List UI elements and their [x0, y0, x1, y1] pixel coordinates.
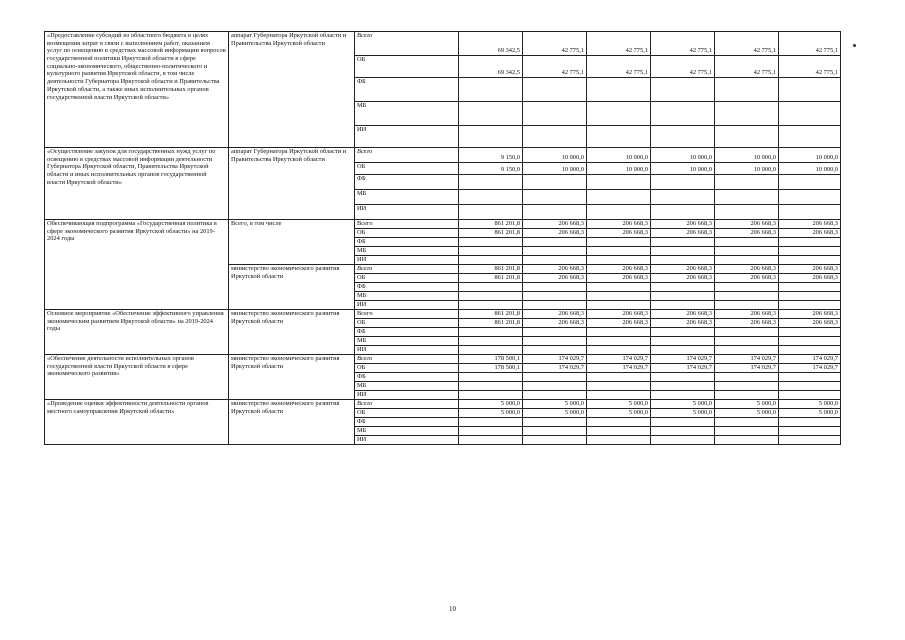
value-cell: 174 029,7: [523, 355, 587, 364]
value-cell: 206 668,3: [779, 220, 841, 229]
value-cell: 206 668,3: [715, 220, 779, 229]
value-cell: 206 668,3: [523, 229, 587, 238]
value-cell: 206 668,3: [651, 319, 715, 328]
value-cell: 174 029,7: [779, 364, 841, 373]
value-cell: 861 201,8: [459, 229, 523, 238]
measure-name-cell: «Предоставление субсидий из областного бюджета в целях возмещения затрат в связи с выполнением работ, оказанием услуг по освещению в средствах массовой информации вопросов государственной политики Иркутской области в сфере социально-экономического, общественно-политического и культурного развития Иркутской области, в том числе деятельности Губернатора Иркутской области и Правительства Иркутской области, а также иных исполнительных органов государственной власти Иркутской области»: [45, 32, 229, 148]
value-cell: 174 029,7: [651, 355, 715, 364]
value-cell: 206 668,3: [779, 319, 841, 328]
level-mb: МБ: [355, 337, 459, 346]
margin-dot: [853, 44, 856, 47]
table-row: [45, 32, 841, 56]
value-cell: 174 029,7: [587, 364, 651, 373]
level-fb: ФБ: [355, 373, 459, 382]
value-cell: 10 000,0: [587, 148, 651, 163]
value-cell: 206 668,3: [715, 310, 779, 319]
value-cell: 42 775,1: [587, 56, 651, 78]
value-cell: 206 668,3: [779, 229, 841, 238]
value-cell: 5 000,0: [651, 400, 715, 409]
level-fb: ФБ: [355, 238, 459, 247]
value-cell: 206 668,3: [523, 265, 587, 274]
value-cell: 5 000,0: [715, 409, 779, 418]
value-cell: 174 029,7: [587, 355, 651, 364]
value-cell: 10 000,0: [779, 148, 841, 163]
value-cell: 42 775,1: [587, 32, 651, 56]
value-cell: 206 668,3: [587, 274, 651, 283]
level-mb: МБ: [355, 382, 459, 391]
level-fb: ФБ: [355, 78, 459, 102]
value-cell: 206 668,3: [587, 229, 651, 238]
measure-name-cell: Основное мероприятие «Обеспечение эффективного управления экономическим развитием Иркутской области» на 2019-2024 годы: [45, 310, 229, 355]
value-cell: 206 668,3: [779, 274, 841, 283]
level-mb: МБ: [355, 292, 459, 301]
level-vsego: Всего: [355, 400, 459, 409]
value-cell: 42 775,1: [523, 32, 587, 56]
level-mb: МБ: [355, 102, 459, 126]
value-cell: 10 000,0: [779, 163, 841, 175]
executor-cell: министерство экономического развития Иркутской области: [229, 400, 355, 445]
value-cell: 5 000,0: [651, 409, 715, 418]
value-cell: 206 668,3: [523, 319, 587, 328]
value-cell: 5 000,0: [459, 409, 523, 418]
table-row: [45, 310, 841, 319]
level-ii: ИИ: [355, 126, 459, 148]
level-ii: ИИ: [355, 436, 459, 445]
value-cell: 42 775,1: [523, 56, 587, 78]
value-cell: 9 150,0: [459, 163, 523, 175]
value-cell: 206 668,3: [587, 265, 651, 274]
level-ii: ИИ: [355, 256, 459, 265]
value-cell: 861 201,8: [459, 265, 523, 274]
value-cell: 9 150,0: [459, 148, 523, 163]
table-row: [45, 220, 841, 229]
executor-cell: министерство экономического развития Иркутской области: [229, 265, 355, 310]
executor-cell: Всего, в том числе: [229, 220, 355, 265]
value-cell: 5 000,0: [779, 400, 841, 409]
level-ob: ОБ: [355, 274, 459, 283]
level-mb: МБ: [355, 247, 459, 256]
level-fb: ФБ: [355, 328, 459, 337]
value-cell: 10 000,0: [523, 163, 587, 175]
level-ii: ИИ: [355, 301, 459, 310]
value-cell: 206 668,3: [523, 274, 587, 283]
level-vsego: Всего: [355, 310, 459, 319]
level-ob: ОБ: [355, 56, 459, 78]
value-cell: 206 668,3: [715, 229, 779, 238]
value-cell: 174 029,7: [715, 364, 779, 373]
level-vsego: Всего: [355, 148, 459, 163]
value-cell: 42 775,1: [651, 56, 715, 78]
value-cell: 69 342,5: [459, 32, 523, 56]
level-ob: ОБ: [355, 229, 459, 238]
level-ob: ОБ: [355, 364, 459, 373]
value-cell: 206 668,3: [715, 274, 779, 283]
level-ob: ОБ: [355, 319, 459, 328]
value-cell: 42 775,1: [651, 32, 715, 56]
value-cell: 5 000,0: [587, 409, 651, 418]
value-cell: 206 668,3: [587, 319, 651, 328]
level-mb: МБ: [355, 190, 459, 205]
value-cell: 10 000,0: [651, 148, 715, 163]
value-cell: 206 668,3: [651, 229, 715, 238]
level-vsego: Всего: [355, 355, 459, 364]
value-cell: 206 668,3: [715, 319, 779, 328]
level-vsego: Всего: [355, 32, 459, 56]
value-cell: 10 000,0: [523, 148, 587, 163]
level-fb: ФБ: [355, 175, 459, 190]
value-cell: 206 668,3: [587, 220, 651, 229]
executor-cell: министерство экономического развития Иркутской области: [229, 355, 355, 400]
value-cell: 174 029,7: [779, 355, 841, 364]
value-cell: 206 668,3: [651, 220, 715, 229]
executor-cell: министерство экономического развития Иркутской области: [229, 310, 355, 355]
value-cell: 10 000,0: [587, 163, 651, 175]
value-cell: 206 668,3: [651, 265, 715, 274]
value-cell: 206 668,3: [715, 265, 779, 274]
value-cell: 42 775,1: [715, 32, 779, 56]
value-cell: 861 201,8: [459, 319, 523, 328]
value-cell: 206 668,3: [523, 220, 587, 229]
executor-cell: аппарат Губернатора Иркутской области и Правительства Иркутской области: [229, 148, 355, 220]
level-ii: ИИ: [355, 391, 459, 400]
value-cell: 178 500,1: [459, 355, 523, 364]
page-number: 10: [449, 605, 456, 613]
level-ob: ОБ: [355, 409, 459, 418]
value-cell: 206 668,3: [651, 310, 715, 319]
table-row: [45, 400, 841, 409]
value-cell: 69 342,5: [459, 56, 523, 78]
measure-name-cell: «Осуществление закупок для государственных нужд услуг по освещению в средствах массовой информации деятельности Губернатора Иркутской области, Правительства Иркутской области и иных исполнительных органов государственной власти Иркутской области»: [45, 148, 229, 220]
level-fb: ФБ: [355, 418, 459, 427]
value-cell: 174 029,7: [715, 355, 779, 364]
value-cell: 5 000,0: [779, 409, 841, 418]
value-cell: 861 201,8: [459, 220, 523, 229]
value-cell: 5 000,0: [523, 409, 587, 418]
measure-name-cell: «Проведение оценки эффективности деятельности органов местного самоуправления Иркутской области»: [45, 400, 229, 445]
value-cell: 42 775,1: [779, 32, 841, 56]
value-cell: 5 000,0: [587, 400, 651, 409]
value-cell: 174 029,7: [651, 364, 715, 373]
level-ii: ИИ: [355, 205, 459, 220]
level-vsego: Всего: [355, 220, 459, 229]
level-ii: ИИ: [355, 346, 459, 355]
value-cell: 861 201,8: [459, 310, 523, 319]
value-cell: 206 668,3: [779, 310, 841, 319]
value-cell: 206 668,3: [523, 310, 587, 319]
value-cell: 10 000,0: [651, 163, 715, 175]
value-cell: 10 000,0: [715, 148, 779, 163]
value-cell: 861 201,8: [459, 274, 523, 283]
value-cell: 5 000,0: [523, 400, 587, 409]
level-vsego: Всего: [355, 265, 459, 274]
budget-table: [44, 31, 841, 445]
value-cell: 42 775,1: [779, 56, 841, 78]
value-cell: 206 668,3: [587, 310, 651, 319]
level-fb: ФБ: [355, 283, 459, 292]
value-cell: 174 029,7: [523, 364, 587, 373]
measure-name-cell: «Обеспечение деятельности исполнительных органов государственной власти Иркутской области в сфере экономического развития»: [45, 355, 229, 400]
table-row: [45, 148, 841, 163]
level-mb: МБ: [355, 427, 459, 436]
table-row: [45, 355, 841, 364]
measure-name-cell: Обеспечивающая подпрограмма «Государственная политика в сфере экономического развития Иркутской области» на 2019-2024 годы: [45, 220, 229, 310]
value-cell: 10 000,0: [715, 163, 779, 175]
value-cell: 206 668,3: [779, 265, 841, 274]
value-cell: 42 775,1: [715, 56, 779, 78]
value-cell: 178 500,1: [459, 364, 523, 373]
value-cell: 5 000,0: [459, 400, 523, 409]
value-cell: 206 668,3: [651, 274, 715, 283]
executor-cell: аппарат Губернатора Иркутской области и Правительства Иркутской области: [229, 32, 355, 148]
level-ob: ОБ: [355, 163, 459, 175]
value-cell: 5 000,0: [715, 400, 779, 409]
